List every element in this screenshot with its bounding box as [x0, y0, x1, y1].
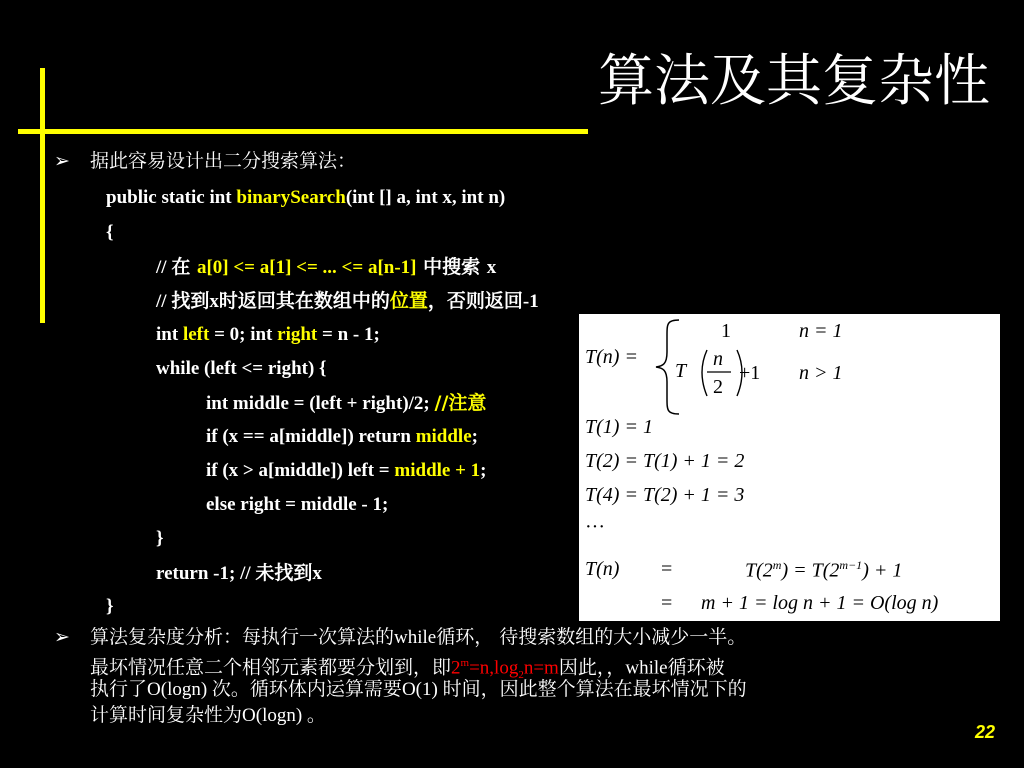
fraction-numerator: n — [713, 348, 723, 370]
code-text: (int [] a, int x, int n) — [345, 187, 506, 208]
case2-T: T — [675, 360, 687, 382]
recurrence-formula-panel — [579, 314, 1000, 621]
code-highlight: //注意 — [434, 392, 487, 414]
para-text: 循环， 待搜索数组的大小减少一半。 — [436, 626, 747, 648]
para-text: 时间，因此整个算法在最坏情况下的 — [442, 678, 747, 700]
bullet1-text: 据此容易设计出二分搜索算法： — [90, 150, 357, 172]
code-highlight: left — [182, 324, 210, 345]
code-line-1 — [106, 181, 505, 215]
eq-final-lhs: T(n) — [585, 558, 620, 580]
code-line-5 — [156, 318, 380, 352]
para-text: while — [625, 657, 668, 679]
code-text: -1 — [522, 291, 539, 312]
case1-condition: n = 1 — [799, 320, 843, 342]
eq-T1: T(1) = 1 — [585, 416, 653, 438]
eq-final-equals: = — [661, 558, 673, 580]
code-text: = n - 1; — [317, 324, 380, 345]
para-text: O(logn) — [147, 679, 212, 700]
title-accent-vertical-bar — [40, 68, 45, 323]
eq-final-rhs — [745, 558, 902, 583]
eq-part: m — [772, 558, 782, 572]
para-text: 算法复杂度分析：每执行一次算法的 — [90, 626, 395, 648]
code-line-12 — [156, 556, 322, 591]
para-highlight: =n,log — [469, 657, 519, 679]
bullet2-line-1 — [90, 624, 746, 651]
para-text: 执行了 — [90, 678, 148, 700]
case2-plus-one: +1 — [739, 362, 761, 384]
eq-result-equals: = — [661, 592, 673, 614]
code-text: return -1; // — [156, 563, 256, 584]
page-number: 22 — [974, 722, 995, 742]
code-text: ; — [471, 426, 478, 447]
code-highlight: right — [277, 324, 318, 345]
case1-value: 1 — [721, 320, 731, 342]
eq-dots: ··· — [585, 516, 605, 538]
code-text: 时返回其在数组中的 — [218, 290, 390, 312]
code-highlight: middle — [415, 426, 472, 447]
code-line-11: } — [156, 528, 164, 549]
slide-title: 算法及其复杂性 — [598, 49, 990, 114]
para-highlight: 2 — [518, 669, 524, 682]
code-line-3 — [156, 250, 496, 285]
code-text: 在 — [171, 256, 197, 278]
code-highlight: 位置 — [389, 290, 428, 312]
code-text: // — [156, 257, 172, 278]
code-text: int middle = (left + right)/2; — [206, 393, 435, 414]
case2-condition: n > 1 — [799, 362, 843, 384]
code-text: int — [156, 324, 183, 345]
bullet-marker-icon: ➢ — [54, 626, 70, 648]
eq-T2: T(2) = T(1) + 1 = 2 — [585, 450, 745, 472]
eq-part: ) + 1 — [862, 559, 903, 582]
code-line-2: { — [106, 222, 114, 243]
eq-T4: T(4) = T(2) + 1 = 3 — [585, 484, 745, 506]
eq-part: ) = T(2 — [781, 559, 840, 582]
bullet-marker-icon: ➢ — [54, 150, 70, 172]
eq-part: T(2 — [745, 559, 773, 582]
para-text: 次。循环体内运算需要 — [211, 678, 402, 700]
code-line-10: else right = middle - 1; — [206, 494, 389, 515]
code-text: = 0; int — [209, 324, 278, 345]
code-text: ; — [480, 460, 487, 481]
code-text: // — [156, 291, 172, 312]
code-text: x — [486, 257, 497, 278]
code-text: 中搜索 — [416, 256, 487, 278]
code-text: if (x == a[middle]) return — [206, 426, 416, 447]
code-line-9 — [206, 454, 487, 488]
code-line-6: while (left <= right) { — [156, 358, 327, 379]
para-text: 。 — [306, 704, 326, 726]
eq-part: m−1 — [839, 558, 863, 572]
para-text: O(1) — [401, 679, 443, 700]
para-highlight: m — [460, 657, 470, 669]
code-highlight: a[0] <= a[1] <= ... <= a[n-1] — [196, 257, 417, 278]
code-line-7 — [206, 386, 486, 421]
para-text: 循环被 — [667, 656, 725, 679]
code-line-8 — [206, 420, 478, 454]
para-text: 最坏情况任意二个相邻元素都要分划到，即 — [90, 656, 452, 679]
para-text: 计算时间复杂性为 — [90, 704, 243, 726]
code-text: 找到 — [171, 290, 210, 312]
para-text: 因此，， — [558, 656, 626, 679]
bullet2-line-4 — [90, 702, 326, 729]
code-text: if (x > a[middle]) left = — [206, 460, 395, 481]
para-highlight: 2 — [451, 657, 461, 679]
code-highlight: middle + 1 — [394, 460, 481, 481]
code-text: 未找到 — [255, 562, 313, 584]
code-text: ，否则返回 — [427, 290, 523, 312]
code-text: x — [312, 563, 322, 584]
para-highlight: n=m — [523, 657, 559, 679]
para-text: O(logn) — [242, 705, 307, 726]
code-highlight: binarySearch — [236, 187, 346, 208]
fraction-denominator: 2 — [713, 376, 723, 398]
para-text: while — [394, 627, 437, 648]
code-line-4 — [156, 284, 539, 319]
code-line-13: } — [106, 596, 114, 617]
eq-result-rhs: m + 1 = log n + 1 = O(log n) — [701, 592, 939, 614]
Tn-lhs: T(n) = — [585, 346, 638, 368]
code-text: x — [209, 291, 219, 312]
code-text: public static int — [106, 187, 237, 208]
title-accent-horizontal-bar — [18, 129, 588, 134]
bullet2-line-3 — [90, 676, 747, 703]
